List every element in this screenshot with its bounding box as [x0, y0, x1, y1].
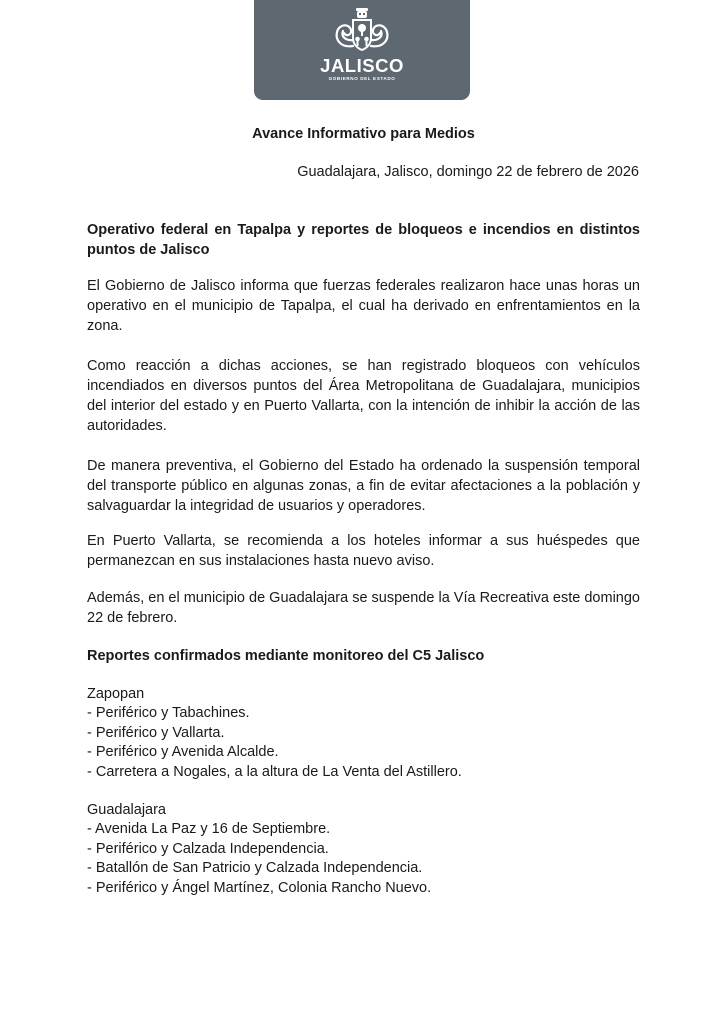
header-banner [254, 0, 470, 100]
paragraph-4 [87, 531, 640, 571]
paragraph-5 [87, 588, 640, 628]
jalisco-logo [254, 6, 470, 82]
jalisco-coat-of-arms-icon [331, 6, 393, 56]
municipality-name: Guadalajara [87, 802, 166, 818]
logo-wordmark: JALISCO [320, 55, 404, 76]
paragraph-2 [87, 356, 640, 436]
document-title: Avance Informativo para Medios [252, 126, 475, 142]
list-item: - Periférico y Calzada Independencia. [87, 840, 329, 857]
list-item: - Periférico y Vallarta. [87, 724, 225, 741]
paragraph-text: De manera preventiva, el Gobierno del Estado ha ordenado la suspensión temporal del transporte público en algunas zonas, a fin de evitar afectaciones a la población y salvaguardar la integridad de usuarios y operadores. [87, 458, 640, 514]
headline: Operativo federal en Tapalpa y reportes de bloqueos e incendios en distintos puntos de Jalisco [87, 222, 640, 258]
municipality-name: Zapopan [87, 686, 145, 702]
paragraph-1 [87, 276, 640, 336]
list-item: - Periférico y Avenida Alcalde. [87, 744, 279, 761]
reports-group-guadalajara [87, 801, 431, 898]
reports-heading: Reportes confirmados mediante monitoreo del C5 Jalisco [87, 648, 485, 664]
list-item: - Periférico y Tabachines. [87, 705, 250, 722]
paragraph-text: Como reacción a dichas acciones, se han registrado bloqueos con vehículos incendiados en diversos puntos del Área Metropolitana de Guadalajara, municipios del interior del estado y en Puerto Vallarta, con la intención de inhibir la acción de las autoridades. [87, 358, 640, 434]
paragraph-text: El Gobierno de Jalisco informa que fuerzas federales realizaron hace unas horas un operativo en el municipio de Tapalpa, el cual ha derivado en enfrentamientos en la zona. [87, 278, 640, 334]
list-item: - Batallón de San Patricio y Calzada Independencia. [87, 860, 423, 877]
reports-group-zapopan [87, 685, 462, 782]
paragraph-3 [87, 456, 640, 516]
list-item: - Periférico y Ángel Martínez, Colonia Rancho Nuevo. [87, 879, 432, 896]
paragraph-text: Además, en el municipio de Guadalajara se suspende la Vía Recreativa este domingo 22 de febrero. [87, 590, 640, 626]
document-date: Guadalajara, Jalisco, domingo 22 de febrero de 2026 [297, 164, 639, 180]
list-item: - Avenida La Paz y 16 de Septiembre. [87, 821, 331, 838]
logo-subtitle: GOBIERNO DEL ESTADO [328, 76, 396, 81]
list-item: - Carretera a Nogales, a la altura de La Venta del Astillero. [87, 763, 462, 780]
paragraph-text: En Puerto Vallarta, se recomienda a los hoteles informar a sus huéspedes que permanezcan en sus instalaciones hasta nuevo aviso. [87, 533, 640, 569]
